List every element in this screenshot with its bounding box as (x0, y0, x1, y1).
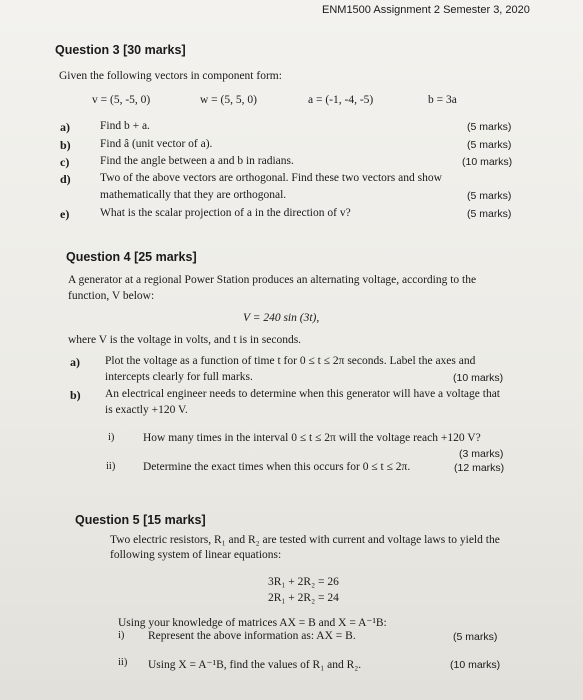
q3-item-marks: (5 marks) (467, 208, 512, 220)
q3-item-label: c) (60, 155, 70, 169)
q4-intro-line1: A generator at a regional Power Station produces an alternating voltage, according to the (68, 274, 477, 286)
q4-sub-i-marks: (3 marks) (459, 448, 504, 460)
q4-part-a-text-line2: intercepts clearly for full marks. (105, 371, 253, 383)
q4-equation: V = 240 sin (3t), (243, 312, 320, 324)
q5-equation-2: 2R₁ + 2R₂ = 24 (268, 592, 339, 604)
q5-title: Question 5 [15 marks] (75, 513, 206, 527)
q4-intro-line2: function, V below: (68, 290, 155, 302)
q4-sub-i-label: i) (108, 432, 115, 443)
q5-intro-line1: Two electric resistors, R₁ and R₂ are tested with current and voltage laws to yield the (110, 534, 500, 546)
q5-sub-ii-text: Using X = A⁻¹B, find the values of R₁ and R₂. (148, 659, 362, 671)
q5-equation-1: 3R₁ + 2R₂ = 26 (268, 576, 339, 588)
q4-sub-i-text: How many times in the interval 0 ≤ t ≤ 2π will the voltage reach +120 V? (143, 432, 481, 444)
q5-sub-i-text: Represent the above information as: AX = B. (148, 630, 356, 642)
q4-part-a-marks: (10 marks) (453, 372, 504, 384)
q5-sub-ii-marks: (10 marks) (450, 659, 501, 671)
q3-item-label: a) (60, 120, 70, 134)
page-header: ENM1500 Assignment 2 Semester 3, 2020 (322, 4, 530, 16)
q4-part-a-label: a) (70, 355, 80, 369)
q5-sub-i-marks: (5 marks) (453, 631, 498, 643)
q4-sub-ii-label: ii) (106, 461, 116, 472)
q3-item-text-cont: mathematically that they are orthogonal. (100, 189, 287, 201)
q5-intro-line2: following system of linear equations: (110, 549, 282, 561)
q3-item-marks: (5 marks) (467, 190, 512, 202)
q4-where-text: where V is the voltage in volts, and t is in seconds. (68, 334, 302, 346)
q3-item-marks: (5 marks) (467, 139, 512, 151)
q4-sub-ii-text: Determine the exact times when this occurs for 0 ≤ t ≤ 2π. (143, 461, 411, 473)
q3-item-label: e) (60, 207, 70, 221)
q3-item-text: Two of the above vectors are orthogonal. Find these two vectors and show (100, 172, 442, 184)
q5-using-text: Using your knowledge of matrices AX = B and X = A⁻¹B: (118, 617, 387, 629)
vector-a: a = (-1, -4, -5) (308, 94, 374, 106)
q3-item-text: What is the scalar projection of a in the direction of v? (100, 207, 351, 219)
q5-sub-i-label: i) (118, 630, 125, 641)
vector-b: b = 3a (428, 94, 457, 106)
q3-item-text: Find b + a. (100, 120, 150, 132)
q3-intro: Given the following vectors in component form: (59, 70, 282, 82)
q3-item-marks: (5 marks) (467, 121, 512, 133)
q3-item-text: Find â (unit vector of a). (100, 138, 213, 150)
q5-sub-ii-label: ii) (118, 657, 128, 668)
q3-item-marks: (10 marks) (462, 156, 513, 168)
vector-w: w = (5, 5, 0) (200, 94, 257, 106)
q4-title: Question 4 [25 marks] (66, 250, 197, 264)
q4-part-a-text-line1: Plot the voltage as a function of time t for 0 ≤ t ≤ 2π seconds. Label the axes and (105, 355, 476, 367)
q3-item-label: b) (60, 138, 71, 152)
vector-v: v = (5, -5, 0) (92, 94, 151, 106)
q4-part-b-label: b) (70, 388, 81, 402)
q4-part-b-text-line1: An electrical engineer needs to determine when this generator will have a voltage that (105, 388, 500, 400)
q3-item-text: Find the angle between a and b in radians. (100, 155, 294, 167)
q4-part-b-text-line2: is exactly +120 V. (105, 404, 188, 416)
q3-item-label: d) (60, 172, 71, 186)
q3-title: Question 3 [30 marks] (55, 43, 186, 57)
q4-sub-ii-marks: (12 marks) (454, 462, 505, 474)
